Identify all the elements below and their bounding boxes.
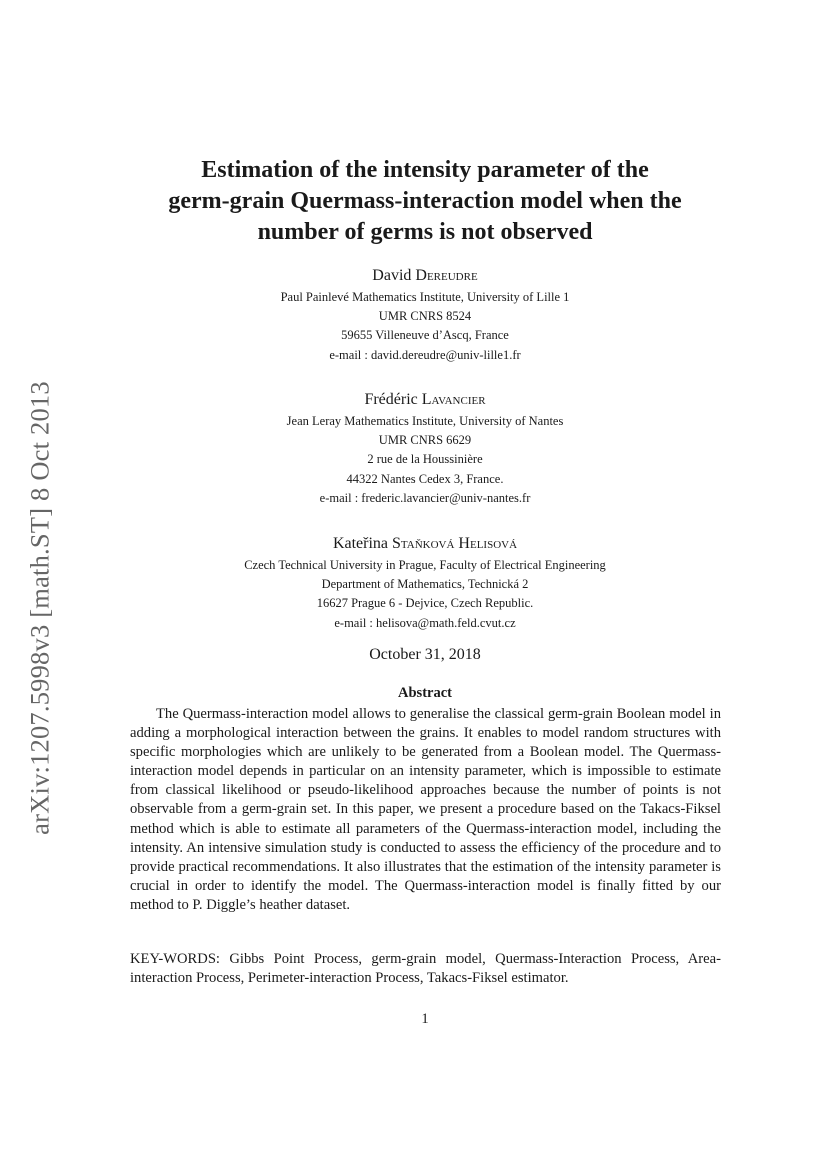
author-affiliation [150,288,700,365]
affiliation-line: 2 rue de la Houssinière [367,452,483,467]
author-affiliation [150,412,700,508]
paper-title [80,155,770,248]
author-block-dereudre [150,266,700,365]
title-line-2: germ-grain Quermass-interaction model when the [168,188,682,214]
title-line-1: Estimation of the intensity parameter of the [201,157,649,183]
affiliation-line: 44322 Nantes Cedex 3, France. [346,471,504,486]
author-email: e-mail : frederic.lavancier@univ-nantes.fr [319,490,531,505]
author-name: Kateřina Staňková Helisová [332,535,518,552]
arxiv-identifier: arXiv:1207.5998v3 [math.ST] 8 Oct 2013 [24,381,55,835]
author-block-lavancier [150,390,700,508]
author-affiliation [150,556,700,633]
title-line-3: number of germs is not observed [257,219,593,245]
author-email: e-mail : helisova@math.feld.cvut.cz [334,615,516,630]
affiliation-line: Czech Technical University in Prague, Faculty of Electrical Engineering [244,558,606,572]
abstract-heading: Abstract [398,685,452,701]
keywords: KEY-WORDS: Gibbs Point Process, germ-grain model, Quermass-Interaction Process, Area-interaction Process, Perimeter-interaction Process, Takacs-Fiksel estimator. [130,951,721,987]
author-block-helisova [150,534,700,633]
author-name: Frédéric Lavancier [364,391,486,408]
affiliation-line: UMR CNRS 6629 [378,433,472,448]
page-number: 1 [421,1011,429,1027]
author-name: David Dereudre [372,267,478,284]
affiliation-line: UMR CNRS 8524 [378,309,472,324]
affiliation-line: Jean Leray Mathematics Institute, University of Nantes [286,414,564,428]
abstract-text: The Quermass-interaction model allows to generalise the classical germ-grain Boolean model in adding a morphological interaction between the grains. It enables to model random structures with specific morphologies which are unlikely to be generated from a Boolean model. The Quermass-interaction model depends in particular on an intensity parameter, which is impossible to estimate from classical likelihood or pseudo-likelihood approaches because the number of points is not observable from a germ-grain set. In this paper, we present a procedure based on the Takacs-Fiksel method which is able to estimate all parameters of the Quermass-interaction model, including the intensity. An intensive simulation study is conducted to assess the efficiency of the procedure and to provide practical recommendations. It also illustrates that the estimation of the intensity parameter is crucial in order to identify the model. The Quermass-interaction model is finally fitted by our method to P. Diggle’s heather dataset. [130,706,721,913]
paper-date: October 31, 2018 [369,646,481,663]
author-email: e-mail : david.dereudre@univ-lille1.fr [329,347,521,362]
affiliation-line: 16627 Prague 6 - Dejvice, Czech Republic. [316,596,534,611]
affiliation-line: Department of Mathematics, Technická 2 [321,577,529,592]
affiliation-line: Paul Painlevé Mathematics Institute, University of Lille 1 [280,290,570,304]
affiliation-line: 59655 Villeneuve d’Ascq, France [341,328,509,343]
